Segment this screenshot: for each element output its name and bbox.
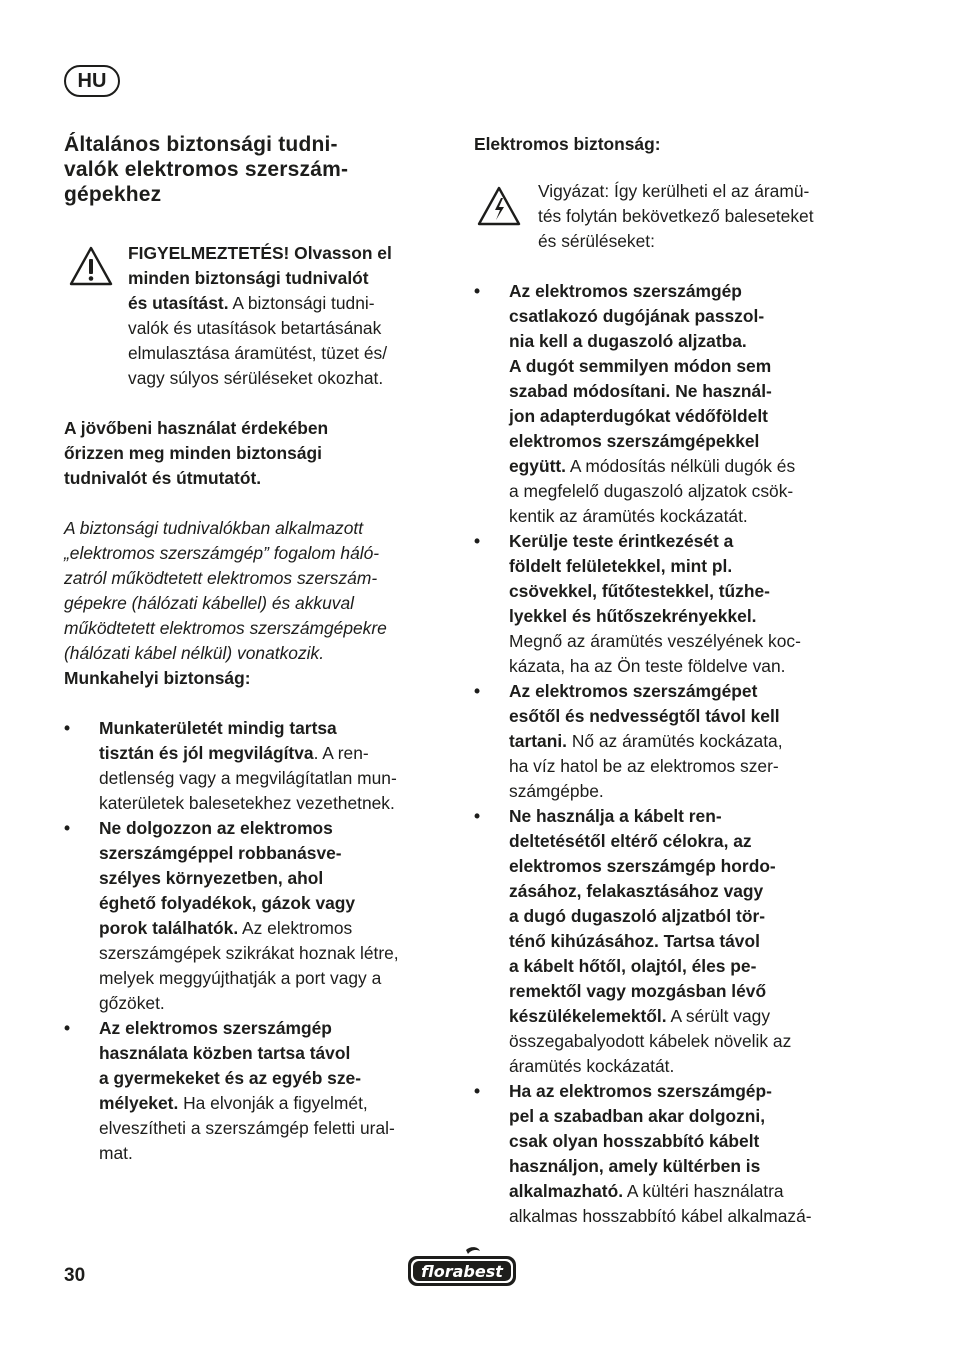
list-item: [64, 816, 448, 1016]
caution-line: tés folytán bekövetkező baleseteket: [538, 206, 814, 226]
item-line: zásához, felakasztásához vagy: [509, 881, 764, 901]
list-item: [474, 679, 860, 804]
item-line: földelt felületekkel, mint pl.: [509, 556, 733, 576]
definition-paragraph: [64, 516, 448, 666]
page-number: 30: [64, 1265, 86, 1286]
item-line: Kerülje teste érintkezését a: [509, 531, 734, 551]
item-line: a dugó dugaszoló aljzatból tör-: [509, 906, 766, 926]
keep-instructions-note: [64, 416, 448, 491]
item-line: gőzöket.: [99, 993, 165, 1013]
workplace-safety-list: [64, 716, 448, 1166]
warning-line: FIGYELMEZTETÉS! Olvasson el: [128, 243, 392, 263]
item-line: áramütés kockázatát.: [509, 1056, 675, 1076]
item-line: a gyermekeket és az egyéb sze-: [99, 1068, 361, 1088]
item-line: A dugót semmilyen módon sem: [509, 356, 772, 376]
item-line: a megfelelő dugaszoló aljzatok csök-: [509, 481, 794, 501]
list-item: [64, 1016, 448, 1166]
high-voltage-warning-icon: [476, 185, 522, 227]
item-line: éghető folyadékok, gázok vagy: [99, 893, 356, 913]
bullet-icon: •: [64, 1018, 71, 1038]
electric-caution: [474, 179, 860, 254]
item-line: esőtől és nedvességtől távol kell: [509, 706, 780, 726]
bullet-icon: •: [474, 1081, 481, 1101]
item-line: pel a szabadban akar dolgozni,: [509, 1106, 766, 1126]
item-line: Az elektromos szerszámgép: [99, 1018, 332, 1038]
left-column: [64, 132, 448, 1166]
item-line: Ha az elektromos szerszámgép-: [509, 1081, 772, 1101]
item-line: Az elektromos szerszámgépet: [509, 681, 758, 701]
bullet-icon: •: [64, 818, 71, 838]
item-line: használjon, amely kültérben is: [509, 1156, 761, 1176]
item-line: elveszítheti a szerszámgép feletti ural-: [99, 1118, 395, 1138]
item-line: mélyeket. Ha elvonják a figyelmét,: [99, 1093, 368, 1113]
workplace-safety-heading: Munkahelyi biztonság:: [64, 668, 251, 688]
item-line: együtt. A módosítás nélküli dugók és: [509, 456, 796, 476]
item-line: szélyes környezetben, ahol: [99, 868, 324, 888]
note-line: tudnivalót és útmutatót.: [64, 468, 262, 488]
item-line: készülékelemektől. A sérült vagy: [509, 1006, 771, 1026]
bullet-icon: •: [474, 281, 481, 301]
item-line: csak olyan hosszabbító kábelt: [509, 1131, 760, 1151]
item-line: elektromos szerszámgépekkel: [509, 431, 760, 451]
item-line: mat.: [99, 1143, 133, 1163]
definition-line: (hálózati kábel nélkül) vonatkozik.: [64, 643, 325, 663]
caution-line: Vigyázat: Így kerülheti el az áramü-: [538, 181, 810, 201]
definition-line: A biztonsági tudnivalókban alkalmazott: [64, 518, 364, 538]
bullet-icon: •: [474, 806, 481, 826]
florabest-logo: [406, 1246, 518, 1288]
warning-line: vagy súlyos sérüléseket okozhat.: [128, 368, 384, 388]
list-item: [474, 804, 860, 1079]
item-line: deltetésétől eltérő célokra, az: [509, 831, 752, 851]
item-line: alkalmas hosszabbító kábel alkalmazá-: [509, 1206, 812, 1226]
definition-line: „elektromos szerszámgép” fogalom háló-: [64, 543, 380, 563]
item-line: melyek meggyújthatják a port vagy a: [99, 968, 382, 988]
item-line: nia kell a dugaszoló aljzatba.: [509, 331, 747, 351]
list-item: [474, 279, 860, 529]
item-line: Az elektromos szerszámgép: [509, 281, 742, 301]
item-line: csatlakozó dugójának passzol-: [509, 306, 765, 326]
item-line: Megnő az áramütés veszélyének koc-: [509, 631, 801, 651]
definition-line: gépekre (hálózati kábellel) és akkuval: [64, 593, 355, 613]
item-line: kentik az áramütés kockázatát.: [509, 506, 748, 526]
item-line: Ne használja a kábelt ren-: [509, 806, 722, 826]
item-line: elektromos szerszámgép hordo-: [509, 856, 776, 876]
item-line: Ne dolgozzon az elektromos: [99, 818, 333, 838]
item-line: ha víz hatol be az elektromos szer-: [509, 756, 779, 776]
warning-line: és utasítást. A biztonsági tudni-: [128, 293, 375, 313]
list-item: [474, 529, 860, 679]
bullet-icon: •: [474, 531, 481, 551]
item-line: alkalmazható. A kültéri használatra: [509, 1181, 784, 1201]
item-line: szerszámgépek szikrákat hoznak létre,: [99, 943, 399, 963]
item-line: katerületek balesetekhez vezethetnek.: [99, 793, 395, 813]
caution-line: és sérüléseket:: [538, 231, 655, 251]
item-line: remektől vagy mozgásban lévő: [509, 981, 767, 1001]
item-line: szerszámgéppel robbanásve-: [99, 843, 342, 863]
warning-line: elmulasztása áramütést, tüzet és/: [128, 343, 388, 363]
item-line: lyekkel és hűtőszekrényekkel.: [509, 606, 757, 626]
item-line: detlenség vagy a megvilágítatlan mun-: [99, 768, 397, 788]
electrical-safety-heading: Elektromos biztonság:: [474, 134, 661, 154]
list-item: [474, 1079, 860, 1229]
item-line: összegabalyodott kábelek növelik az: [509, 1031, 792, 1051]
bullet-icon: •: [64, 718, 71, 738]
item-line: használata közben tartsa távol: [99, 1043, 351, 1063]
item-line: tartani. Nő az áramütés kockázata,: [509, 731, 783, 751]
definition-line: zatról működtetett elektromos szerszám-: [64, 568, 378, 588]
general-warning: [64, 241, 448, 391]
item-line: ténő kihúzásához. Tartsa távol: [509, 931, 760, 951]
section-title: [64, 132, 448, 207]
note-line: A jövőbeni használat érdekében: [64, 418, 329, 438]
language-badge: HU: [64, 65, 120, 97]
item-line: tisztán és jól megvilágítva. A ren-: [99, 743, 369, 763]
title-line: Általános biztonsági tudni-: [64, 133, 338, 156]
warning-triangle-icon: [68, 245, 114, 287]
item-line: számgépbe.: [509, 781, 604, 801]
list-item: [64, 716, 448, 816]
definition-line: működtetett elektromos szerszámgépekre: [64, 618, 387, 638]
logo-text: florabest: [421, 1262, 503, 1281]
item-line: szabad módosítani. Ne használ-: [509, 381, 772, 401]
item-line: porok találhatók. Az elektromos: [99, 918, 353, 938]
warning-line: minden biztonsági tudnivalót: [128, 268, 369, 288]
right-column: [474, 132, 860, 1229]
item-line: kázata, ha az Ön teste földelve van.: [509, 656, 786, 676]
title-line: valók elektromos szerszám-: [64, 158, 349, 181]
title-line: gépekhez: [64, 183, 162, 206]
item-line: csövekkel, fűtőtestekkel, tűzhe-: [509, 581, 770, 601]
item-line: Munkaterületét mindig tartsa: [99, 718, 337, 738]
item-line: a kábelt hőtől, olajtól, éles pe-: [509, 956, 757, 976]
item-line: jon adapterdugókat védőföldelt: [509, 406, 768, 426]
electrical-safety-list: [474, 279, 860, 1229]
note-line: őrizzen meg minden biztonsági: [64, 443, 322, 463]
bullet-icon: •: [474, 681, 481, 701]
warning-line: valók és utasítások betartásának: [128, 318, 382, 338]
